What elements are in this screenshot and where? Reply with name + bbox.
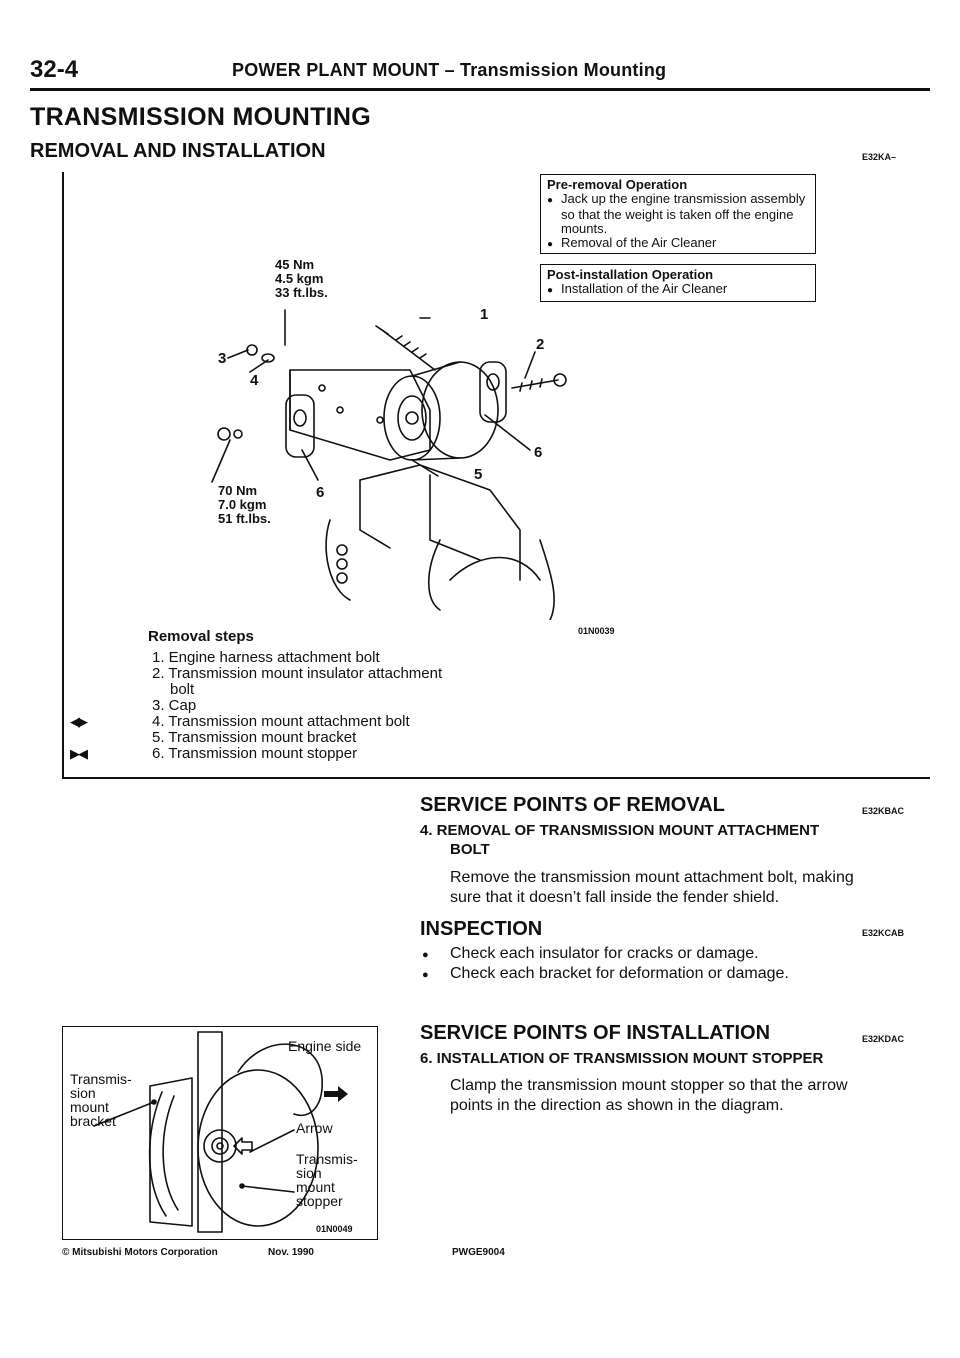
frame-bottom-rule (62, 777, 930, 779)
post-installation-item: ● Installation of the Air Cleaner (547, 282, 809, 298)
torque-lower-ftlbs: 51 ft.lbs. (218, 511, 271, 526)
transmission-mount-exploded-diagram (190, 300, 630, 620)
stopper-label (296, 1152, 358, 1208)
bracket-label-line: bracket (70, 1113, 116, 1129)
inspection-title: INSPECTION (420, 918, 543, 940)
bracket-label-line: Transmis- (70, 1071, 132, 1087)
service-installation-title: SERVICE POINTS OF INSTALLATION (420, 1022, 771, 1044)
torque-upper-ftlbs: 33 ft.lbs. (275, 285, 328, 300)
service-removal-title: SERVICE POINTS OF REMOVAL (420, 794, 725, 816)
torque-upper (275, 258, 328, 300)
post-installation-box (540, 264, 816, 302)
callout-3: 3 (218, 350, 227, 367)
step-text: 5. Transmission mount bracket (152, 729, 357, 746)
stopper-label-line: sion (296, 1165, 322, 1181)
page-number: 32-4 (30, 56, 79, 83)
torque-upper-nm: 45 Nm (275, 257, 315, 272)
running-header: POWER PLANT MOUNT – Transmission Mounting (232, 60, 667, 80)
callout-2: 2 (536, 336, 545, 353)
pre-removal-box (540, 174, 816, 254)
callout-5: 5 (474, 466, 483, 483)
bracket-label-line: mount (70, 1099, 109, 1115)
service-removal-step-title-cont: BOLT (450, 841, 490, 858)
torque-lower-nm: 70 Nm (218, 483, 258, 498)
frame-left-rule (62, 172, 64, 778)
stopper-label-line: Transmis- (296, 1151, 358, 1167)
footer-date: Nov. 1990 (268, 1247, 314, 1258)
inspection-code: E32KCAB (862, 928, 905, 938)
step-text: 3. Cap (152, 697, 197, 714)
service-removal-paragraph-cont: sure that it doesn’t fall inside the fender shield. (450, 889, 780, 906)
step-text-cont: bolt (170, 681, 195, 698)
removal-steps-list (70, 649, 512, 762)
torque-lower (218, 484, 271, 526)
step-text: 1. Engine harness attachment bolt (152, 649, 380, 666)
service-installation-step-title: 6. INSTALLATION OF TRANSMISSION MOUNT STOPPER (420, 1050, 824, 1067)
engine-side-arrow (324, 1086, 348, 1102)
callout-6: 6 (534, 444, 543, 461)
figure-code-1: 01N0039 (578, 626, 615, 636)
list-item (152, 666, 512, 682)
list-item (152, 650, 512, 666)
callout-4: 4 (250, 372, 259, 389)
removal-steps-title: Removal steps (148, 628, 254, 645)
list-item (70, 745, 512, 762)
footer-code: PWGE9004 (452, 1247, 505, 1258)
pre-removal-title: Pre-removal Operation (547, 177, 688, 192)
service-installation-paragraph: Clamp the transmission mount stopper so that the arrow (450, 1077, 848, 1094)
service-installation-code: E32KDAC (862, 1034, 905, 1044)
stopper-label-line: mount (296, 1179, 335, 1195)
callout-1: 1 (480, 306, 489, 323)
bracket-label-line: sion (70, 1085, 96, 1101)
footer-copyright: © Mitsubishi Motors Corporation (62, 1247, 218, 1258)
inspection-item: ● Check each bracket for deformation or damage. (422, 964, 789, 985)
callout-6: 6 (316, 484, 325, 501)
bracket-label (70, 1072, 132, 1128)
engine-side-label: Engine side (288, 1038, 362, 1054)
pre-removal-item: ● Removal of the Air Cleaner (547, 236, 809, 252)
step-text: 2. Transmission mount insulator attachment (152, 665, 443, 682)
figure-code-2: 01N0049 (316, 1224, 353, 1234)
list-item-continued (152, 682, 512, 698)
service-installation-paragraph-cont: points in the direction as shown in the diagram. (450, 1097, 784, 1114)
step-text: 6. Transmission mount stopper (152, 745, 358, 762)
service-point-symbol: ▶◀ (70, 746, 86, 761)
arrow-label: Arrow (296, 1120, 333, 1136)
section-title: TRANSMISSION MOUNTING (30, 103, 372, 131)
service-point-symbol: ◀▶ (70, 714, 86, 729)
list-item (152, 730, 512, 746)
service-removal-code: E32KBAC (862, 806, 905, 816)
subsection-code: E32KA– (862, 152, 897, 162)
header-rule (30, 88, 930, 91)
service-removal-paragraph: Remove the transmission mount attachment bolt, making (450, 869, 854, 886)
list-item (152, 698, 512, 714)
post-installation-title: Post-installation Operation (547, 267, 714, 282)
torque-lower-kgm: 7.0 kgm (218, 497, 267, 512)
stopper-label-line: stopper (296, 1193, 343, 1209)
step-text: 4. Transmission mount attachment bolt (152, 713, 410, 730)
service-removal-step-title: 4. REMOVAL OF TRANSMISSION MOUNT ATTACHMENT (420, 822, 820, 839)
pre-removal-item: ● Jack up the engine transmission assembly so that the weight is taken off the engine mounts. (547, 192, 809, 236)
inspection-item: ● Check each insulator for cracks or damage. (422, 944, 759, 965)
torque-upper-kgm: 4.5 kgm (275, 271, 324, 286)
subsection-title: REMOVAL AND INSTALLATION (30, 140, 326, 162)
list-item (70, 713, 512, 730)
